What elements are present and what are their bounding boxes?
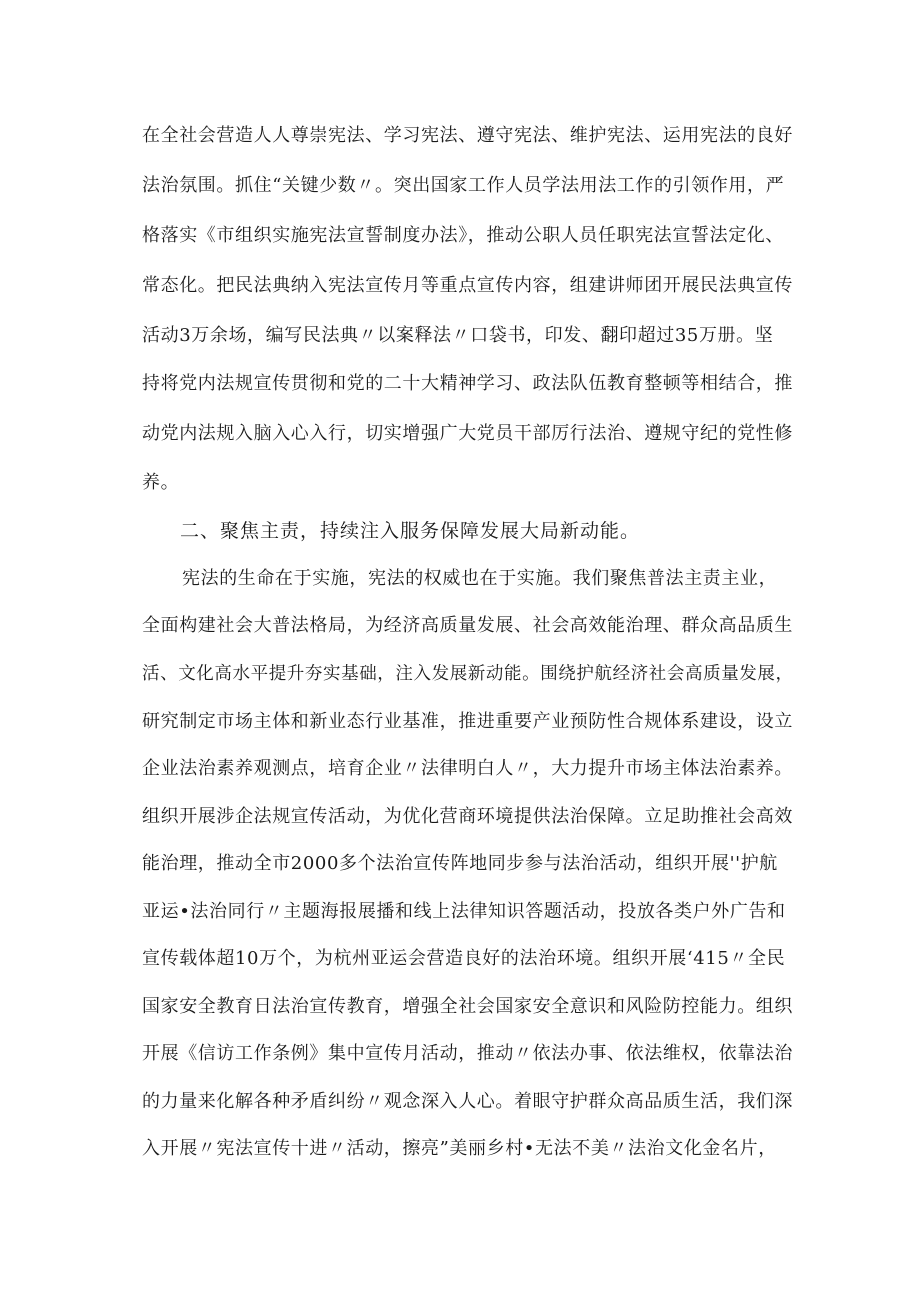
section-heading: 二、聚焦主责，持续注入服务保障发展大局新动能。 (180, 520, 641, 542)
paragraph-line: 动党内法规入脑入心入行，切实增强广大党员干部厉行法治、遵规守纪的党性修 (142, 423, 793, 444)
paragraph-line: 研究制定市场主体和新业态行业基准，推进重要产业预防性合规体系建设，设立 (142, 711, 793, 732)
paragraph-line: 开展《信访工作条例》集中宣传月活动，推动〃依法办事、依法维权，依靠法治 (142, 1043, 793, 1064)
paragraph-line: 活动3万余场，编写民法典〃以案释法〃口袋书，印发、翻印超过35万册。坚 (142, 325, 774, 346)
paragraph-line: 组织开展涉企法规宣传活动，为优化营商环境提供法治保障。立足助推社会高效 (142, 806, 793, 827)
paragraph-line: 在全社会营造人人尊崇宪法、学习宪法、遵守宪法、维护宪法、运用宪法的良好 (142, 125, 793, 146)
paragraph-line: 格落实《市组织实施宪法宣誓制度办法》，推动公职人员任职宪法宣誓法定化、 (142, 225, 784, 246)
paragraph-line: 宣传载体超10万个，为杭州亚运会营造良好的法治环境。组织开展‘415〃全民 (142, 948, 786, 969)
paragraph-line: 活、文化高水平提升夯实基础，注入发展新动能。围绕护航经济社会高质量发展， (142, 664, 794, 684)
paragraph-line: 持将党内法规宣传贯彻和党的二十大精神学习、政法队伍教育整顿等相结合，推 (142, 373, 793, 394)
paragraph-line: 法治氛围。抓住“关键少数〃。突出国家工作人员学法用法工作的引领作用，严 (142, 175, 785, 196)
paragraph-line: 能治理，推动全市2000多个法治宣传阵地同步参与法治活动，组织开展''护航 (142, 853, 778, 874)
paragraph-line: 常态化。把民法典纳入宪法宣传月等重点宣传内容，组建讲师团开展民法典宣传 (142, 275, 793, 296)
paragraph-line: 亚运•法治同行〃主题海报展播和线上法律知识答题活动，投放各类户外广告和 (142, 901, 786, 922)
paragraph-line: 企业法治素养观测点，培育企业〃法律明白人〃，大力提升市场主体法治素养。 (142, 758, 793, 779)
paragraph-line: 宪法的生命在于实施，宪法的权威也在于实施。我们聚焦普法主责主业， (182, 568, 778, 589)
paragraph-line: 全面构建社会大普法格局，为经济高质量发展、社会高效能治理、群众高品质生 (142, 615, 793, 636)
paragraph-line: 入开展〃宪法宣传十进〃活动，擦亮”美丽乡村•无法不美〃法治文化金名片， (142, 1138, 777, 1159)
paragraph-line: 养。 (142, 472, 180, 493)
paragraph-line: 国家安全教育日法治宣传教育，增强全社会国家安全意识和风险防控能力。组织 (142, 996, 793, 1017)
paragraph-line: 的力量来化解各种矛盾纠纷〃观念深入人心。着眼守护群众高品质生活，我们深 (142, 1091, 793, 1112)
